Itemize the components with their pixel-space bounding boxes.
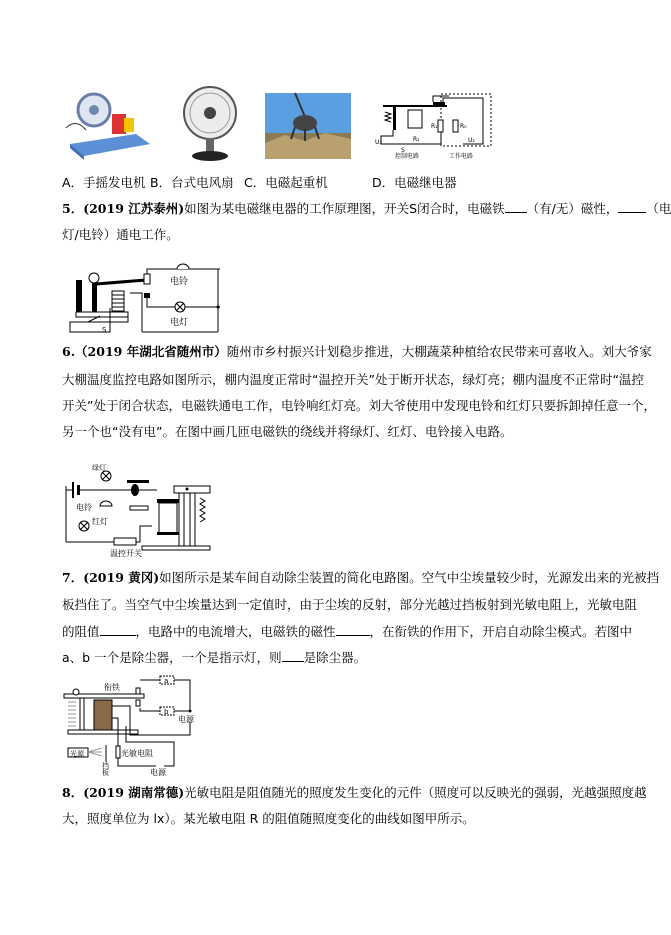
electromagnetic-relay-diagram bbox=[373, 92, 493, 164]
q7-blank-2[interactable] bbox=[336, 623, 370, 636]
option-c: C．电磁起重机 bbox=[244, 175, 328, 190]
q8-text: 光敏电阻是阻值随光的照度发生变化的元件（照度可以反映光的强弱，光越强照度越 bbox=[184, 785, 647, 800]
lamp-label: 电灯 bbox=[170, 318, 189, 328]
q7-line1 bbox=[62, 570, 659, 586]
q7-line3 bbox=[62, 623, 632, 640]
thermostat-switch-label: 温控开关 bbox=[110, 549, 142, 558]
q5-text: 如图为某电磁继电器的工作原理图，开关S闭合时，电磁铁 bbox=[184, 201, 505, 216]
q7-text: a、b 一个是除尘器，一个是指示灯，则 bbox=[62, 650, 282, 665]
option-d: D．电磁继电器 bbox=[372, 175, 457, 190]
q7-blank-1[interactable] bbox=[100, 623, 136, 636]
hand-crank-generator-image bbox=[66, 88, 152, 160]
photoresistor-label: 光敏电阻 bbox=[121, 749, 153, 758]
q7-blank-3[interactable] bbox=[282, 649, 304, 662]
q5-relay-figure bbox=[70, 258, 220, 334]
power-label: 电源 bbox=[150, 768, 166, 777]
device-b-label: b bbox=[164, 708, 169, 716]
r1-label: R₁ bbox=[431, 123, 438, 130]
q6-temperature-circuit-figure bbox=[62, 466, 222, 558]
r0-label: R₀ bbox=[460, 123, 467, 130]
q7-text: ，电路中的电流增大，电磁铁的磁性 bbox=[135, 624, 336, 639]
armature-label: 衔铁 bbox=[104, 683, 120, 692]
q6-line2: 大棚温度监控电路如图所示，棚内温度正常时“温控开关”处于断开状态，绿灯亮；棚内温度不正常时“温控 bbox=[62, 372, 644, 387]
q6-number: 6.（2019 年湖北省随州市） bbox=[62, 344, 227, 359]
q5-line2: 灯/电铃）通电工作。 bbox=[62, 227, 179, 242]
q7-text: 的阻值 bbox=[62, 624, 100, 639]
q6-line1 bbox=[62, 344, 652, 360]
q5-blank-2[interactable] bbox=[618, 200, 646, 213]
bell-label: 电铃 bbox=[76, 503, 92, 512]
q6-line4: 另一个也“没有电”。在图中画几匝电磁铁的绕线并将绿灯、红灯、电铃接入电路。 bbox=[62, 424, 513, 439]
q8-line2: 大，照度单位为 lx）。某光敏电阻 R 的阻值随照度变化的曲线如图甲所示。 bbox=[62, 811, 475, 826]
baffle-label: 挡 bbox=[102, 762, 109, 770]
option-a: A．手摇发电机 bbox=[62, 175, 146, 190]
q7-text: 是除尘器。 bbox=[303, 650, 367, 665]
switch-label: S bbox=[102, 326, 107, 334]
q7-text: ，在衔铁的作用下，开启自动除尘模式。若图中 bbox=[369, 624, 633, 639]
q6-text: 随州市乡村振兴计划稳步推进，大棚蔬菜种植给农民带来可喜收入。刘大爷家 bbox=[226, 344, 652, 359]
device-a-label: a bbox=[164, 677, 169, 685]
q8-line1 bbox=[62, 785, 647, 801]
switch-s-label: S bbox=[401, 147, 405, 154]
q7-line4 bbox=[62, 649, 366, 666]
q5-text: （电 bbox=[646, 201, 671, 216]
option-b: B．台式电风扇 bbox=[150, 175, 234, 190]
q5-number: 5．(2019 江苏泰州) bbox=[62, 201, 185, 216]
control-circuit-label: 控制电路 bbox=[395, 153, 420, 160]
q6-line3: 开关”处于闭合状态，电磁铁通电工作，电铃响红灯亮。刘大爷使用中发现电铃和红灯只要拆卸掉任意一个， bbox=[62, 398, 656, 413]
q7-text: 如图所示是某车间自动除尘装置的简化电路图。空气中尘埃量较少时，光源发出来的光被挡 bbox=[159, 570, 660, 585]
u2-label: U₂ bbox=[468, 137, 475, 144]
light-source-label: 光源 bbox=[70, 750, 84, 758]
green-lamp-label: 绿灯 bbox=[92, 464, 106, 472]
u1-label: U₁ bbox=[375, 139, 382, 146]
q5-text: （有/无）磁性， bbox=[526, 201, 619, 216]
q8-number: 8．(2019 湖南常德) bbox=[62, 785, 185, 800]
q5-line1 bbox=[62, 200, 671, 217]
work-circuit-label: 工作电路 bbox=[449, 153, 474, 160]
q7-number: 7．(2019 黄冈) bbox=[62, 570, 160, 585]
power-label: 电源 bbox=[178, 715, 194, 724]
bell-label: 电铃 bbox=[170, 277, 189, 287]
electromagnetic-crane-image bbox=[265, 93, 351, 159]
q7-dust-removal-circuit-figure bbox=[60, 670, 240, 775]
baffle-label: 板 bbox=[102, 769, 109, 777]
q7-line2: 板挡住了。当空气中尘埃量达到一定值时，由于尘埃的反射，部分光越过挡板射到光敏电阻上，光敏电阻 bbox=[62, 597, 638, 612]
q5-blank-1[interactable] bbox=[505, 200, 527, 213]
r2-label: R₂ bbox=[413, 136, 420, 143]
red-lamp-label: 红灯 bbox=[92, 517, 108, 526]
desk-fan-image bbox=[180, 86, 240, 162]
